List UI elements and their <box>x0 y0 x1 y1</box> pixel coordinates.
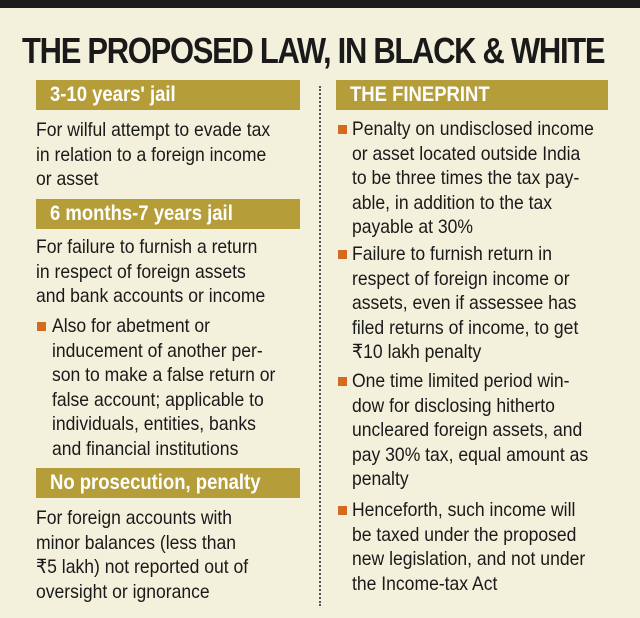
bullet-text-abetment: Also for abetment or inducement of another per- son to make a false return or false account; applicable to individuals, entities, banks and financial institutions <box>52 315 276 460</box>
bullet-square <box>338 506 347 515</box>
section-text-jail-3-10: For wilful attempt to evade tax in relation to a foreign income or asset <box>36 119 271 190</box>
page-title: THE PROPOSED LAW, IN BLACK & WHITE <box>22 30 605 71</box>
fineprint-item-henceforth: Henceforth, such income will be taxed under the proposed new legislation, and not under the Income-tax Act <box>352 499 586 595</box>
fineprint-item-penalty: Penalty on undisclosed income or asset located outside India to be three times the tax pay- able, in addition to the tax payable at 30% <box>352 118 594 238</box>
section-header-jail-3-10: 3-10 years' jail <box>36 80 300 110</box>
bullet-square <box>338 125 347 134</box>
section-header-no-prosecution: No prosecution, penalty <box>36 468 300 498</box>
bullet-square <box>338 377 347 386</box>
section-text-jail-6m-7y: For failure to furnish a return in respect of foreign assets and bank accounts or income <box>36 236 266 307</box>
section-text-no-prosecution: For foreign accounts with minor balances (less than ₹5 lakh) not reported out of oversight or ignorance <box>36 507 249 603</box>
top-rule <box>0 0 640 8</box>
section-header-jail-6m-7y: 6 months-7 years jail <box>36 199 300 229</box>
column-divider <box>319 86 322 606</box>
bullet-square <box>37 322 46 331</box>
fineprint-item-failure: Failure to furnish return in respect of foreign income or assets, even if assessee has filed returns of income, to get ₹10 lakh penalty <box>352 243 579 363</box>
fineprint-item-window: One time limited period win- dow for disclosing hitherto uncleared foreign assets, and pay 30% tax, equal amount as penalty <box>352 370 589 490</box>
section-header-fineprint: THE FINEPRINT <box>336 80 608 110</box>
bullet-square <box>338 250 347 259</box>
